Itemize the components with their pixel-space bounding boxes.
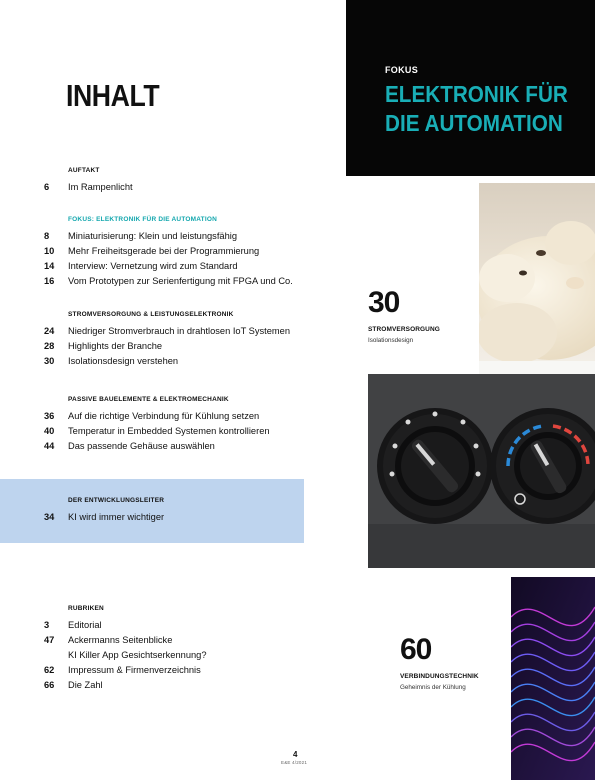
entry-title: Vom Prototypen zur Serienfertigung mit FPGA und Co. (68, 276, 293, 286)
teaser-category: VERBINDUNGSTECHNIK (400, 673, 479, 680)
toc-entry[interactable] (44, 424, 306, 439)
page-number: 36 (44, 411, 55, 421)
abstract-waves-image (511, 577, 595, 780)
section-heading: RUBRIKEN (68, 605, 104, 612)
toc-entry[interactable] (44, 229, 306, 244)
teaser-subtitle: Geheimnis der Kühlung (400, 684, 466, 691)
toc-section-passive-bauelemente (44, 396, 306, 454)
toc-entry[interactable] (44, 324, 306, 339)
toc-section-entwicklungsleiter (44, 497, 306, 525)
entry-title: Isolationsdesign verstehen (68, 356, 179, 366)
toc-section-auftakt (44, 167, 306, 195)
page-number: 47 (44, 635, 55, 645)
entry-title: KI Killer App Gesichtserkennung? (68, 650, 207, 660)
toc-entry[interactable] (44, 354, 306, 369)
entry-title: Interview: Vernetzung wird zum Standard (68, 261, 238, 271)
toc-entry[interactable] (44, 633, 306, 648)
entry-title: Ackermanns Seitenblicke (68, 635, 173, 645)
entry-title: Temperatur in Embedded Systemen kontrollieren (68, 426, 270, 436)
entry-title: Miniaturisierung: Klein und leistungsfähig (68, 231, 237, 241)
teaser-page-number: 60 (400, 633, 432, 666)
polar-bear-photo[interactable] (479, 183, 595, 387)
page-number: 44 (44, 441, 55, 451)
climate-knobs-image (368, 374, 595, 568)
entry-title: Impressum & Firmenverzeichnis (68, 665, 201, 675)
toc-entry[interactable] (44, 339, 306, 354)
page-number: 6 (44, 182, 50, 192)
toc-entry[interactable] (44, 409, 306, 424)
toc-entry[interactable] (44, 274, 306, 289)
page-number: 14 (44, 261, 55, 271)
section-heading: PASSIVE BAUELEMENTE & ELEKTROMECHANIK (68, 396, 229, 403)
climate-knobs-photo[interactable] (368, 374, 595, 568)
entry-title: Highlights der Branche (68, 341, 163, 351)
page-title: INHALT (66, 78, 160, 113)
page-number: 40 (44, 426, 55, 436)
toc-entry[interactable] (44, 663, 306, 678)
teaser-subtitle: Isolationsdesign (368, 337, 414, 344)
toc-entry[interactable] (44, 618, 306, 633)
toc-section-fokus (44, 216, 306, 289)
polar-bear-image (479, 183, 595, 387)
toc-entry[interactable] (44, 510, 306, 525)
entry-title: Die Zahl (68, 680, 103, 690)
page-number: 66 (44, 680, 55, 690)
toc-entry[interactable] (44, 244, 306, 259)
entry-title: Niedriger Stromverbrauch in drahtlosen IoT Systemen (68, 326, 291, 336)
fokus-label: FOKUS (385, 65, 418, 75)
fokus-title-line-2: DIE AUTOMATION (385, 110, 563, 136)
entry-title: Editorial (68, 620, 102, 630)
entry-title: Auf die richtige Verbindung für Kühlung setzen (68, 411, 260, 421)
page-number: 30 (44, 356, 55, 366)
toc-entry[interactable] (44, 259, 306, 274)
entry-title: KI wird immer wichtiger (68, 512, 165, 522)
toc-entry[interactable] (44, 439, 306, 454)
page-number: 34 (44, 512, 55, 522)
toc-section-rubriken (44, 605, 306, 693)
toc-entry[interactable] (44, 180, 306, 195)
teaser-page-number: 30 (368, 286, 400, 319)
footer-page-number: 4 (293, 750, 298, 759)
section-heading: DER ENTWICKLUNGSLEITER (68, 497, 165, 504)
entry-title: Im Rampenlicht (68, 182, 133, 192)
entry-title: Das passende Gehäuse auswählen (68, 441, 215, 451)
abstract-waves-photo[interactable] (511, 577, 595, 780)
toc-entry[interactable] (44, 678, 306, 693)
page-number: 10 (44, 246, 55, 256)
page-number: 16 (44, 276, 55, 286)
toc-entry[interactable] (44, 648, 306, 663)
page-number: 28 (44, 341, 55, 351)
section-heading: STROMVERSORGUNG & LEISTUNGSELEKTRONIK (68, 311, 234, 318)
footer-publication: E&E 4/2021 (281, 760, 308, 765)
page-number: 62 (44, 665, 55, 675)
page-number: 3 (44, 620, 50, 630)
section-heading: FOKUS: ELEKTRONIK FÜR DIE AUTOMATION (68, 216, 217, 223)
fokus-title-line-1: ELEKTRONIK FÜR (385, 81, 568, 107)
entry-title: Mehr Freiheitsgerade bei der Programmierung (68, 246, 260, 256)
toc-section-stromversorgung (44, 311, 306, 369)
section-heading: AUFTAKT (68, 167, 100, 174)
page-number: 8 (44, 231, 50, 241)
page-number: 24 (44, 326, 55, 336)
teaser-category: STROMVERSORGUNG (368, 326, 440, 333)
